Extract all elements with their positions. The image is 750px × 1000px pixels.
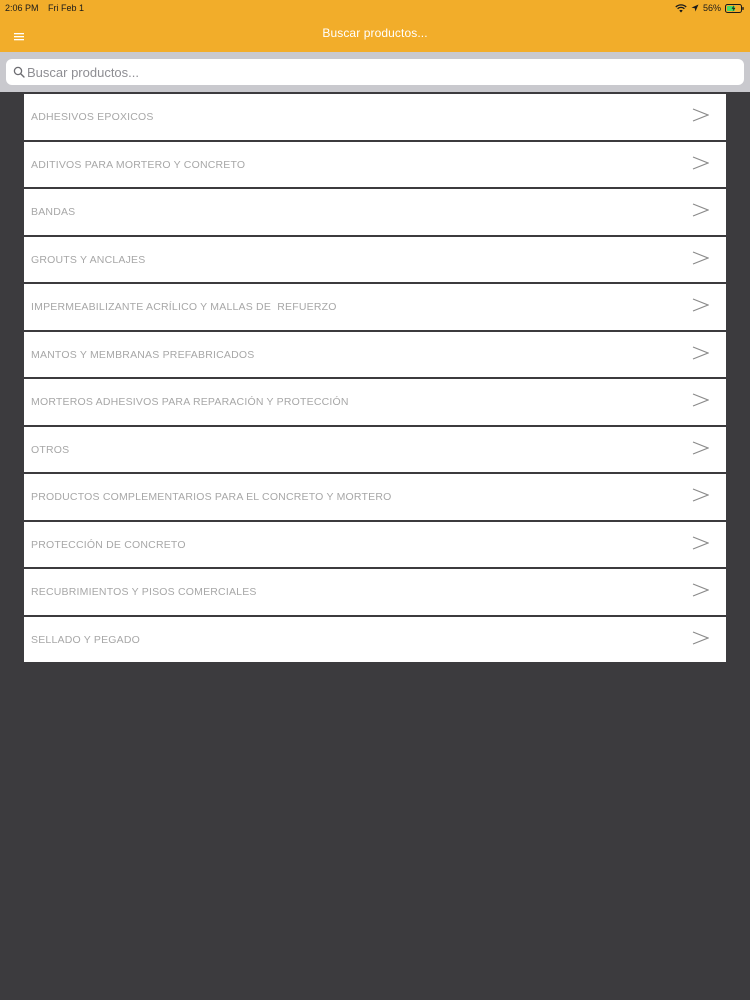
category-label: ADITIVOS PARA MORTERO Y CONCRETO [31, 158, 246, 171]
search-bar[interactable] [6, 59, 744, 85]
category-list [24, 94, 726, 664]
chevron-right-icon [692, 108, 709, 122]
chevron-right-icon [692, 441, 709, 455]
status-date: Fri Feb 1 [48, 3, 85, 13]
chevron-right-icon [692, 631, 709, 645]
category-row[interactable] [24, 427, 726, 473]
category-label: RECUBRIMIENTOS Y PISOS COMERCIALES [31, 586, 257, 598]
category-row[interactable] [24, 379, 726, 425]
category-label: SELLADO Y PEGADO [31, 633, 141, 646]
search-bar-container [0, 52, 750, 92]
battery-charging-icon [725, 4, 744, 13]
status-bar [0, 0, 750, 16]
category-row[interactable] [24, 142, 726, 188]
category-label: PRODUCTOS COMPLEMENTARIOS PARA EL CONCRETO Y MORTERO [31, 491, 392, 503]
chevron-right-icon [692, 583, 709, 597]
category-row[interactable] [24, 617, 726, 663]
battery-percent: 56% [702, 3, 721, 13]
category-label: GROUTS Y ANCLAJES [31, 253, 146, 266]
category-row[interactable] [24, 332, 726, 378]
chevron-right-icon [692, 251, 709, 265]
category-row[interactable] [24, 189, 726, 235]
category-label: OTROS [31, 443, 70, 456]
category-row[interactable] [24, 237, 726, 283]
chevron-right-icon [692, 488, 709, 502]
wifi-icon [675, 4, 687, 13]
page-title: Buscar productos... [322, 26, 428, 40]
category-row[interactable] [24, 284, 726, 330]
category-row[interactable] [24, 94, 726, 140]
chevron-right-icon [692, 346, 709, 360]
category-label: ADHESIVOS EPOXICOS [31, 111, 154, 123]
category-label: PROTECCIÓN DE CONCRETO [31, 538, 186, 551]
chevron-right-icon [692, 536, 709, 550]
category-label: MORTEROS ADHESIVOS PARA REPARACIÓN Y PROTECCIÓN [31, 396, 349, 408]
chevron-right-icon [692, 393, 709, 407]
category-label: IMPERMEABILIZANTE ACRÍLICO Y MALLAS DE REFUERZO [31, 301, 337, 313]
status-indicators [675, 2, 744, 14]
location-arrow-icon [691, 4, 699, 12]
category-row[interactable] [24, 569, 726, 615]
chevron-right-icon [692, 298, 709, 312]
app-header [0, 0, 750, 52]
search-icon [13, 66, 25, 78]
category-row[interactable] [24, 474, 726, 520]
chevron-right-icon [692, 156, 709, 170]
chevron-right-icon [692, 203, 709, 217]
category-row[interactable] [24, 522, 726, 568]
nav-bar [0, 16, 750, 52]
category-label: MANTOS Y MEMBRANAS PREFABRICADOS [31, 348, 255, 361]
category-label: BANDAS [31, 206, 76, 218]
status-time: 2:06 PM [5, 3, 39, 13]
search-input[interactable] [26, 59, 737, 85]
